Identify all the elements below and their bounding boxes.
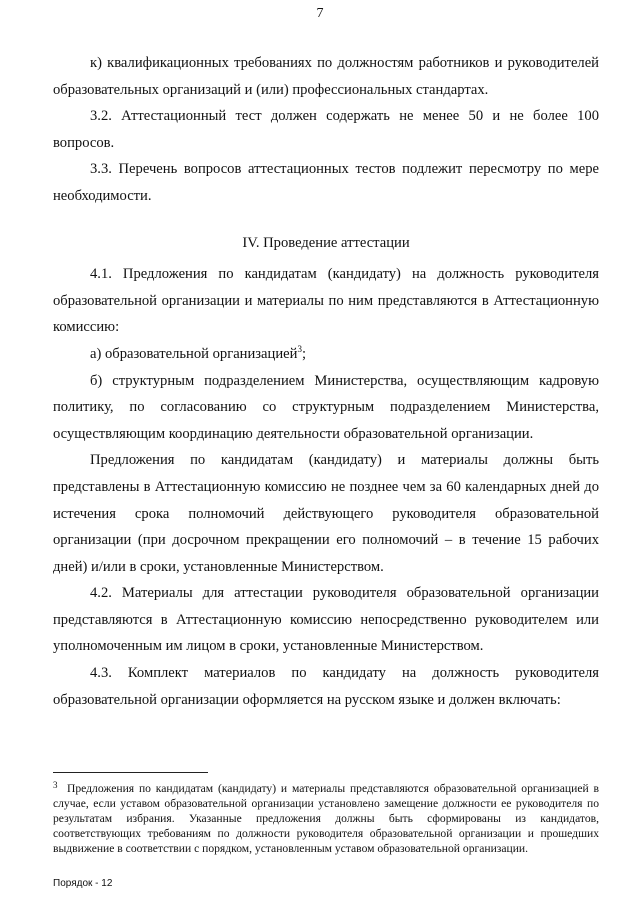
footnote-text-block <box>53 778 599 857</box>
paragraph-4-1-a-tail: ; <box>301 345 307 362</box>
document-code: Порядок - 12 <box>53 878 113 889</box>
paragraph-4-1-b: б) структурным подразделением Министерства, осуществляющим кадровую политику, по согласованию со структурным подразделением Министерства, осуществляющим координацию деятельности образовательной организации. <box>53 372 599 442</box>
paragraph-4-1-a <box>53 341 599 368</box>
section-heading: IV. Проведение аттестации <box>242 234 410 251</box>
footnote-reference: 3 <box>297 344 302 355</box>
page-number: 7 <box>316 6 324 21</box>
paragraph-3-2: 3.2. Аттестационный тест должен содержать не менее 50 и не более 100 вопросов. <box>53 108 599 151</box>
footnote-text: Предложения по кандидатам (кандидату) и материалы представляются образовательной организацией в случае, если уставом образовательной организации установлено замещение должности ее руководителя по результатам избрания. Указанные предложения должны быть сформированы из кандидатов, соответствующих требованиям по должности руководителя образовательной организации и прошедших выдвижение в соответствии с порядком, установленным уставом образовательной организации. <box>53 782 599 855</box>
document-body <box>53 50 599 713</box>
paragraph-4-1-a-text: а) образовательной организацией <box>90 345 298 362</box>
paragraph-deadlines: Предложения по кандидатам (кандидату) и материалы должны быть представлены в Аттестационную комиссию не позднее чем за 60 календарных дней до истечения срока полномочий действующего руководителя образовательной организации (при досрочном прекращении его полномочий – в течение 15 рабочих дней) и/или в сроки, установленные Министерством. <box>53 452 599 575</box>
footnote-mark: 3 <box>53 780 58 790</box>
footnote <box>53 778 599 857</box>
footnote-separator <box>53 772 208 773</box>
paragraph-4-2: 4.2. Материалы для аттестации руководителя образовательной организации представляются в Аттестационную комиссию непосредственно руководителем или уполномоченным им лицом в сроки, установленные Министерством. <box>53 585 599 655</box>
paragraph-3-3: 3.3. Перечень вопросов аттестационных тестов подлежит пересмотру по мере необходимости. <box>53 161 599 204</box>
paragraph-k: к) квалификационных требованиях по должностям работников и руководителей образовательных организаций и (или) профессиональных стандартах. <box>53 55 599 98</box>
paragraph-4-1: 4.1. Предложения по кандидатам (кандидату) на должность руководителя образовательной организации и материалы по ним представляются в Аттестационную комиссию: <box>53 266 599 336</box>
paragraph-4-3: 4.3. Комплект материалов по кандидату на должность руководителя образовательной организации оформляется на русском языке и должен включать: <box>53 665 599 708</box>
